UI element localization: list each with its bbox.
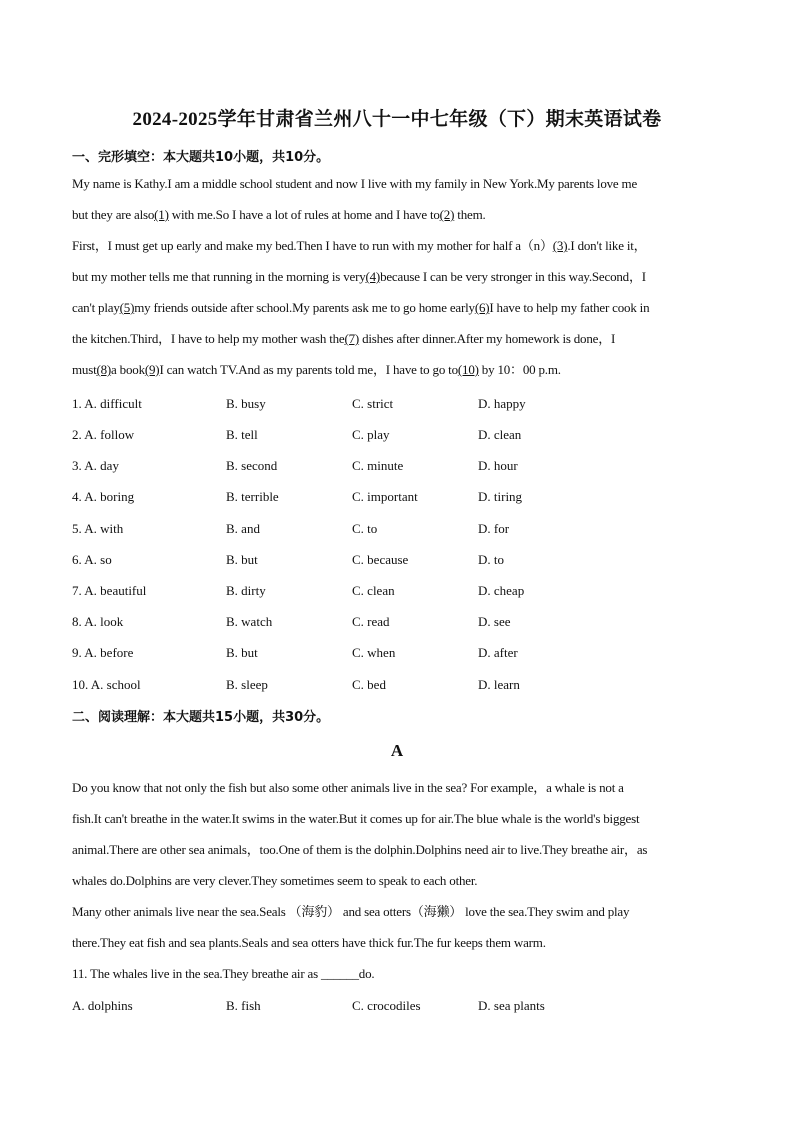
option-c: C. crocodiles xyxy=(352,998,421,1013)
option-d: D. for xyxy=(478,521,510,536)
question-row xyxy=(72,489,722,509)
passage-line: animal.There are other sea animals，too.One of them is the dolphin.Dolphins need air to live.They breathe air，as xyxy=(72,842,648,857)
blank-10: (10) xyxy=(457,362,479,377)
cloze-line xyxy=(72,323,722,354)
text: My name is Kathy.I am a middle school student and now I live with my family in New York.My parents love me xyxy=(72,176,638,191)
option-c: C. important xyxy=(352,489,418,504)
option-d: D. to xyxy=(478,552,504,567)
question-row xyxy=(72,677,722,697)
option-b: B. second xyxy=(226,458,278,473)
option-a: 7. A. beautiful xyxy=(72,583,147,598)
option-b: B. busy xyxy=(226,396,266,411)
cloze-line xyxy=(72,168,722,199)
text: them. xyxy=(454,207,486,222)
option-a: 9. A. before xyxy=(72,645,134,660)
option-c: C. read xyxy=(352,614,390,629)
blank-6: (6) xyxy=(474,300,490,315)
section-reading-heading: 二、阅读理解：本大题共15小题，共30分。 xyxy=(72,710,330,725)
option-d: D. after xyxy=(478,645,518,660)
text: .I don't like it， xyxy=(567,238,647,253)
exam-title: 2024-2025学年甘肃省兰州八十一中七年级（下）期末英语试卷 xyxy=(132,109,662,130)
blank-9: (9) xyxy=(144,362,160,377)
option-b: B. fish xyxy=(226,998,261,1013)
option-a: 4. A. boring xyxy=(72,489,135,504)
text: I have to help my father cook in xyxy=(489,300,650,315)
option-c: C. minute xyxy=(352,458,404,473)
passage-label: A xyxy=(390,741,404,760)
text: the kitchen.Third，I have to help my mother wash the xyxy=(72,331,345,346)
option-d: D. hour xyxy=(478,458,518,473)
text: my friends outside after school.My parents ask me to go home early xyxy=(134,300,475,315)
option-a: 2. A. follow xyxy=(72,427,135,442)
option-b: B. but xyxy=(226,645,258,660)
option-a: 10. A. school xyxy=(72,677,141,692)
cloze-line xyxy=(72,354,722,385)
option-b: B. tell xyxy=(226,427,258,442)
question-row xyxy=(72,614,722,634)
option-b: B. terrible xyxy=(226,489,279,504)
option-a: 6. A. so xyxy=(72,552,112,567)
option-d: D. see xyxy=(478,614,511,629)
option-c: C. clean xyxy=(352,583,395,598)
cloze-line xyxy=(72,261,722,292)
option-a: A. dolphins xyxy=(72,998,133,1013)
option-a: 8. A. look xyxy=(72,614,124,629)
text: must xyxy=(72,362,97,377)
text: but my mother tells me that running in the morning is very xyxy=(72,269,366,284)
blank-3: (3) xyxy=(552,238,568,253)
option-c: C. play xyxy=(352,427,390,442)
question-row xyxy=(72,521,722,541)
passage-line: Many other animals live near the sea.Seals （海豹） and sea otters（海獭） love the sea.They swim and play xyxy=(72,904,630,919)
text: but they are also xyxy=(72,207,155,222)
text: First，I must get up early and make my bed.Then I have to run with my mother for half a（n） xyxy=(72,238,553,253)
text: I can watch TV.And as my parents told me，I have to go to xyxy=(159,362,458,377)
question-row xyxy=(72,645,722,665)
option-d: D. clean xyxy=(478,427,522,442)
option-b: B. sleep xyxy=(226,677,268,692)
question-11-stem: 11. The whales live in the sea.They breathe air as ______do. xyxy=(72,966,375,981)
blank-7: (7) xyxy=(344,331,360,346)
blank-1: (1) xyxy=(154,207,169,222)
text: dishes after dinner.After my homework is done，I xyxy=(359,331,616,346)
blank-2: (2) xyxy=(439,207,455,222)
option-c: C. because xyxy=(352,552,409,567)
text: by 10：00 p.m. xyxy=(478,362,561,377)
option-c: C. bed xyxy=(352,677,386,692)
option-b: B. but xyxy=(226,552,258,567)
blank-5: (5) xyxy=(119,300,135,315)
option-c: C. to xyxy=(352,521,378,536)
option-d: D. tiring xyxy=(478,489,523,504)
question-row xyxy=(72,552,722,572)
option-b: B. dirty xyxy=(226,583,266,598)
question-row xyxy=(72,583,722,603)
section-cloze-heading: 一、完形填空：本大题共10小题，共10分。 xyxy=(72,150,330,165)
question-row xyxy=(72,396,722,416)
option-c: C. strict xyxy=(352,396,394,411)
blank-8: (8) xyxy=(96,362,112,377)
option-a: 5. A. with xyxy=(72,521,124,536)
option-d: D. learn xyxy=(478,677,520,692)
question-row xyxy=(72,458,722,478)
option-d: D. happy xyxy=(478,396,526,411)
option-b: B. watch xyxy=(226,614,273,629)
option-d: D. sea plants xyxy=(478,998,545,1013)
passage-line: Do you know that not only the fish but also some other animals live in the sea? For example，a whale is not a xyxy=(72,780,624,795)
text: a book xyxy=(111,362,145,377)
question-row xyxy=(72,427,722,447)
passage-line: there.They eat fish and sea plants.Seals and sea otters have thick fur.The fur keeps them warm. xyxy=(72,935,546,950)
option-c: C. when xyxy=(352,645,396,660)
text: can't play xyxy=(72,300,120,315)
cloze-line xyxy=(72,199,722,230)
passage-line: whales do.Dolphins are very clever.They sometimes seem to speak to each other. xyxy=(72,873,478,888)
text: with me.So I have a lot of rules at home and I have to xyxy=(168,207,440,222)
cloze-line xyxy=(72,230,722,261)
passage-line: fish.It can't breathe in the water.It swims in the water.But it comes up for air.The blue whale is the world's biggest xyxy=(72,811,640,826)
text: because I can be very stronger in this way.Second，I xyxy=(380,269,646,284)
option-a: 3. A. day xyxy=(72,458,119,473)
option-b: B. and xyxy=(226,521,260,536)
cloze-line xyxy=(72,292,722,323)
option-d: D. cheap xyxy=(478,583,525,598)
option-a: 1. A. difficult xyxy=(72,396,142,411)
blank-4: (4) xyxy=(365,269,381,284)
question-11-options xyxy=(72,998,722,1018)
